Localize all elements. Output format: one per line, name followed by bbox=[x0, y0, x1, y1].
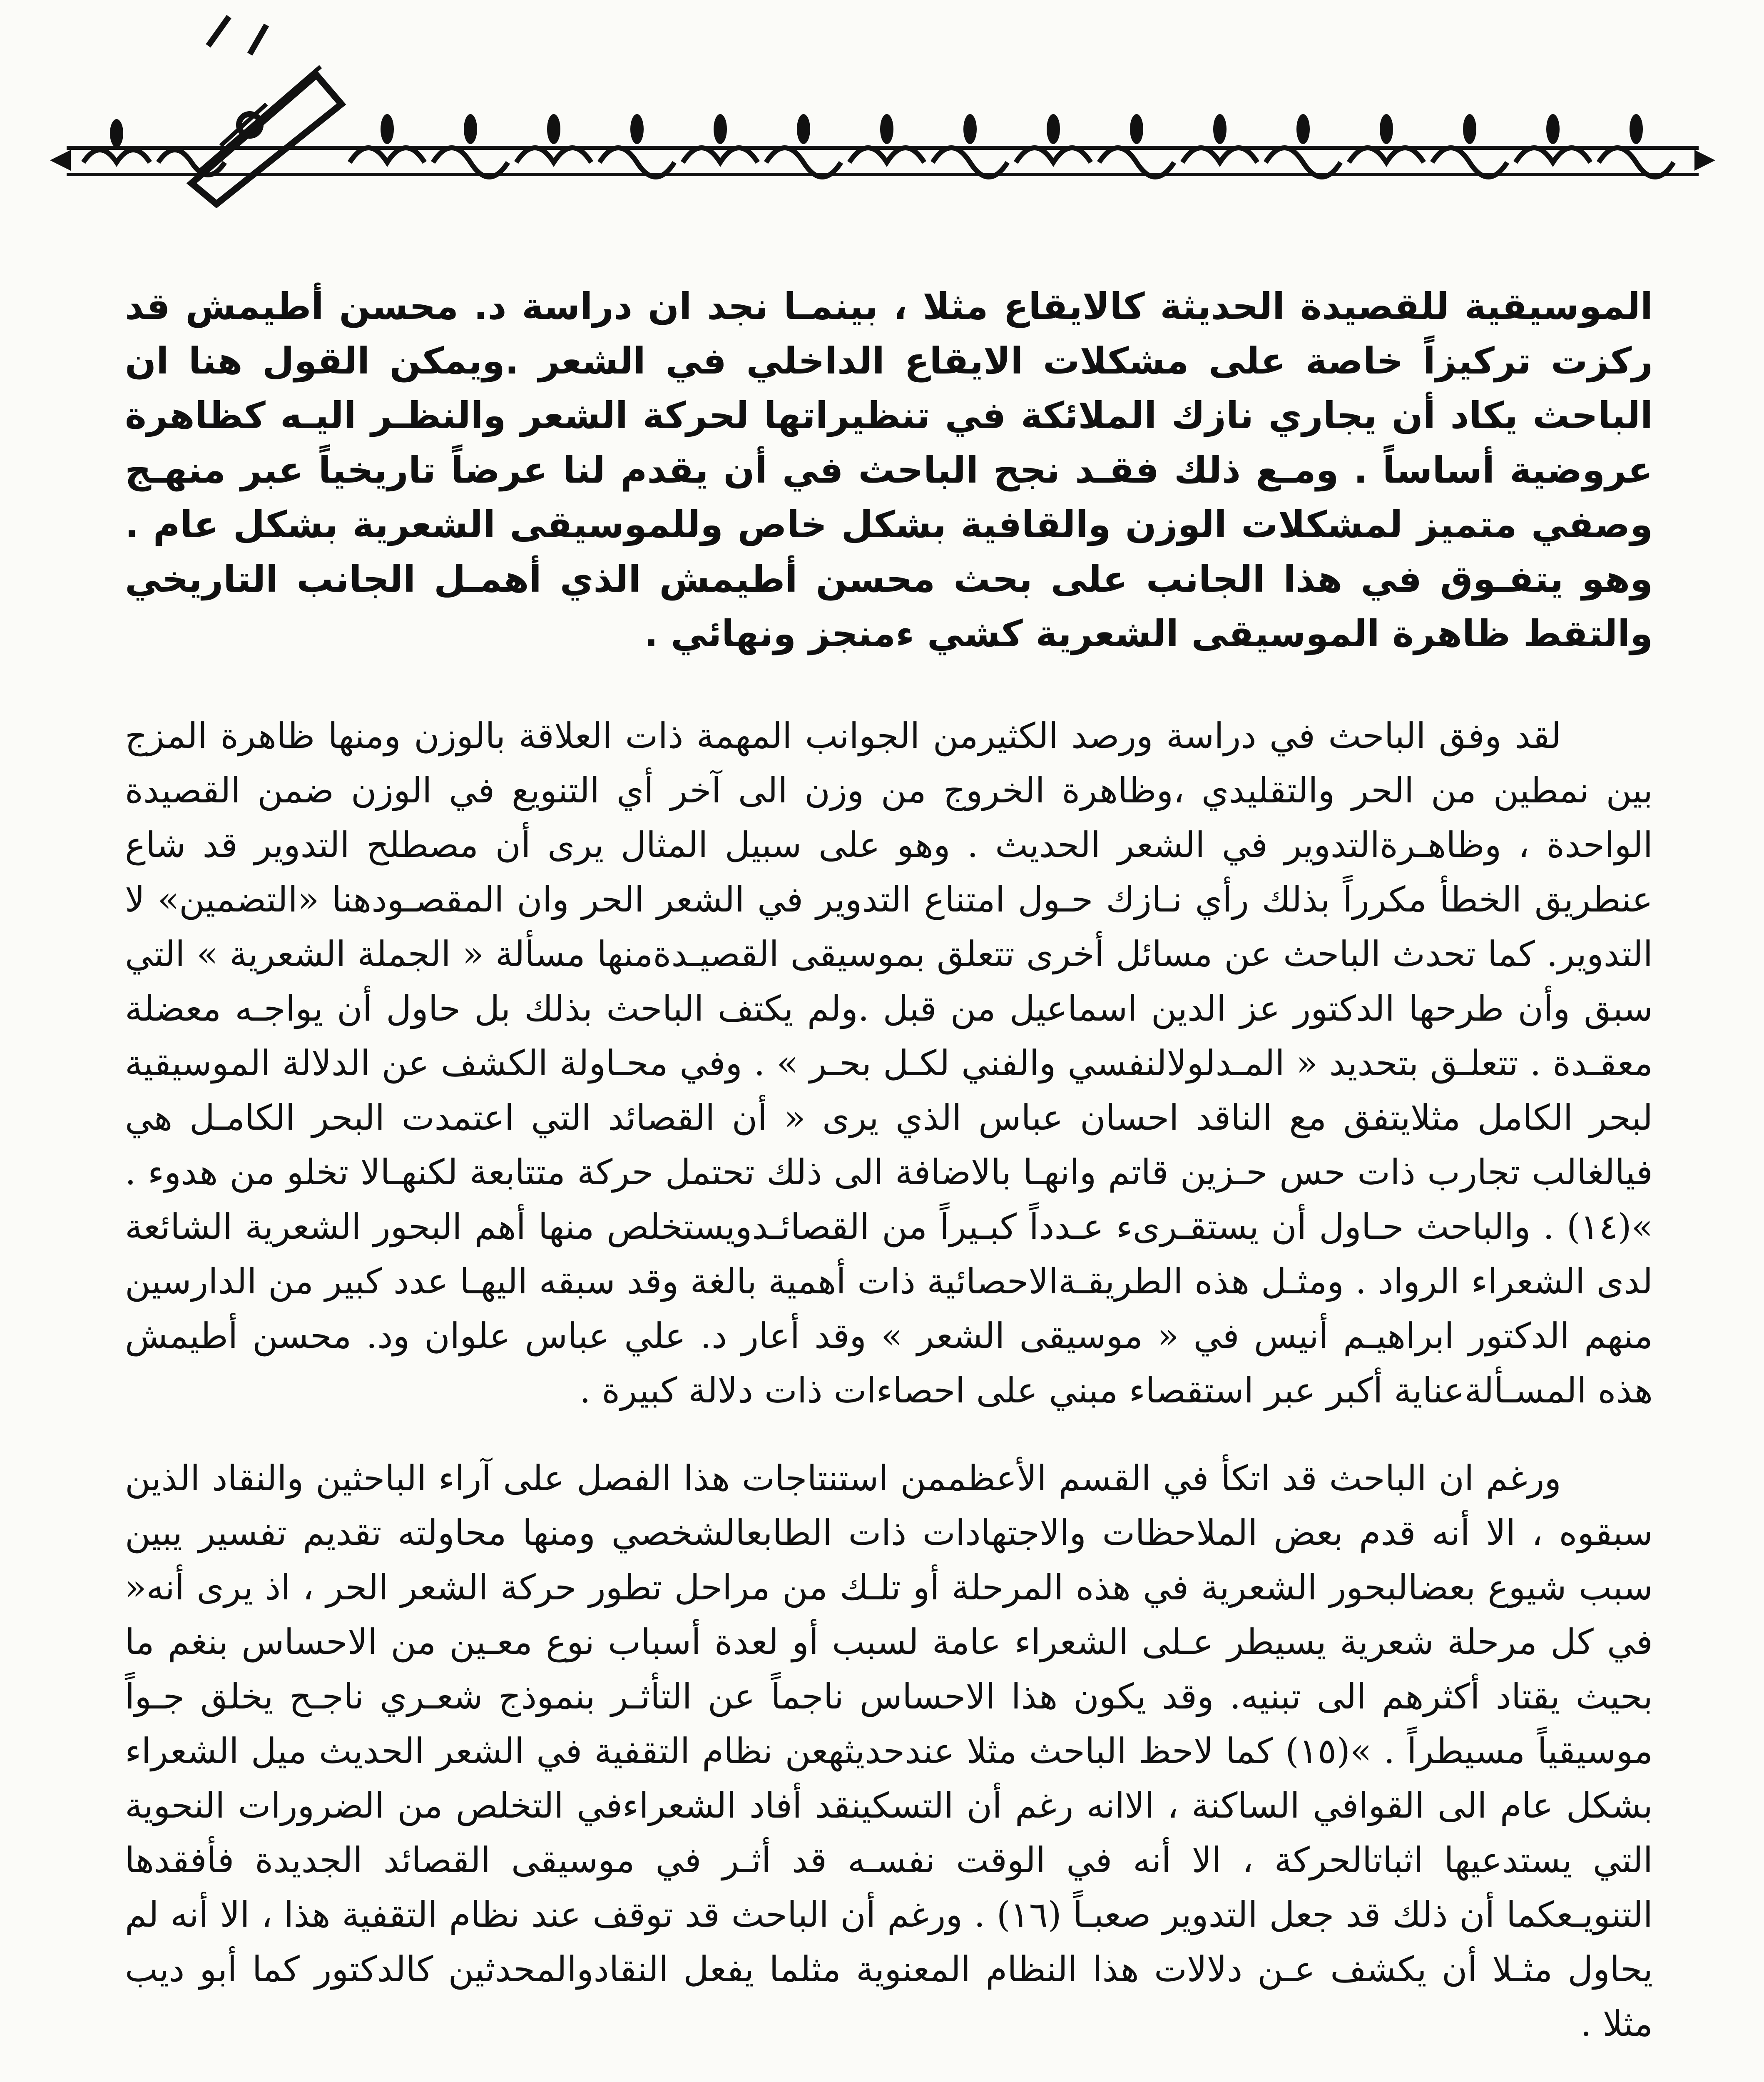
header-vine-row bbox=[83, 148, 1674, 177]
header-leaf-row bbox=[110, 114, 1643, 147]
decorative-header-border bbox=[33, 8, 1732, 208]
article-body bbox=[125, 279, 1653, 2051]
emblem-stem-right bbox=[250, 25, 266, 54]
emblem-stem-left bbox=[208, 17, 229, 46]
paragraph-1: الموسيقية للقصيدة الحديثة كالايقاع مثلا ، بينمـا نجد ان دراسة د. محسن أطيمش قد ركزت تركيزاً خاصة على مشكلات الايقاع الداخلي في الشعر .ويمكن القول هنا ان الباحث يكاد أن يجاري نازك الملائكة في تنظيراتها لحركة الشعر والنظـر اليـه كظاهرة عروضية أساساً . ومـع ذلك فقـد نجح الباحث في أن يقدم لنا عرضاً تاريخياً عبر منهـج وصفي متميز لمشكلات الوزن والقافية بشكل خاص وللموسيقى الشعرية بشكل عام . وهو يتفـوق في هذا الجانب على بحث محسن أطيمش الذي أهمـل الجانب التاريخي والتقط ظاهرة الموسيقى الشعرية كشي ءمنجز ونهائي . bbox=[125, 285, 1653, 655]
header-end-arrow-left bbox=[50, 150, 71, 171]
header-end-arrow-right bbox=[1694, 150, 1715, 171]
ornament-icon bbox=[33, 8, 1732, 208]
paragraph-2: لقد وفق الباحث في دراسة ورصد الكثيرمن الجوانب المهمة ذات العلاقة بالوزن ومنها ظاهرة المزج بين نمطين من الحر والتقليدي ،وظاهرة الخروج من وزن الى آخر أي التنويع في الوزن ضمن القصيدة الواحدة ، وظاهـرةالتدوير في الشعر الحديث . وهو على سبيل المثال يرى أن مصطلح التدوير قد شاع عنطريق الخطأ مكرراً بذلك رأي نـازك حـول امتناع التدوير في الشعر الحر وان المقصـودهنا «التضمين» لا التدوير. كما تحدث الباحث عن مسائل أخرى تتعلق بموسيقى القصيـدةمنها مسألة « الجملة الشعرية » التي سبق وأن طرحها الدكتور عز الدين اسماعيل من قبل .ولم يكتف الباحث بذلك بل حاول أن يواجـه معضلة معقـدة . تتعلـق بتحديد « المـدلولالنفسي والفني لكـل بحـر » . وفي محـاولة الكشف عن الدلالة الموسيقية لبحر الكامل مثلايتفق مع الناقد احسان عباس الذي يرى « أن القصائد التي اعتمدت البحر الكامـل هي فيالغالب تجارب ذات حس حـزين قاتم وانهـا بالاضافة الى ذلك تحتمل حركة متتابعة لكنهـالا تخلو من هدوء . »(١٤) . والباحث حـاول أن يستقـرىء عـدداً كبـيراً من القصائـدويستخلص منها أهم البحور الشعرية الشائعة لدى الشعراء الرواد . ومثـل هذه الطريقـةالاحصائية ذات أهمية بالغة وقد سبقه اليهـا عدد كبير من الدارسين منهم الدكتور ابراهيـم أنيس في « موسيقى الشعر » وقد أعار د. علي عباس علوان ود. محسن أطيمش هذه المسـألةعناية أكبر عبر استقصاء مبني على احصاءات ذات دلالة كبيرة . bbox=[125, 715, 1653, 1411]
paragraph-3: ورغم ان الباحث قد اتكأ في القسم الأعظممن استنتاجات هذا الفصل على آراء الباحثين والنقاد الذين سبقوه ، الا أنه قدم بعض الملاحظات والاجتهادات ذات الطابعالشخصي ومنها محاولته تقديم تفسير يبين سبب شيوع بعضالبحور الشعرية في هذه المرحلة أو تلـك من مراحل تطور حركة الشعر الحر ، اذ يرى أنه« في كل مرحلة شعرية يسيطر عـلى الشعراء عامة لسبب أو لعدة أسباب نوع معـين من الاحساس بنغم ما بحيث يقتاد أكثرهم الى تبنيه. وقد يكون هذا الاحساس ناجماً عن التأثـر بنموذج شعـري ناجـح يخلق جـواً موسيقياً مسيطراً . »(١٥) كما لاحظ الباحث مثلا عندحديثهعن نظام التقفية في الشعر الحديث ميل الشعراء بشكل عام الى القوافي الساكنة ، الاانه رغم أن التسكينقد أفاد الشعراءفي التخلص من الضرورات النحوية التي يستدعيها اثباتالحركة ، الا أنه في الوقت نفسـه قد أثـر في موسيقى القصائد الجديدة فأفقدها التنويـعكما أن ذلك قد جعل التدوير صعبـاً (١٦) . ورغم أن الباحث قد توقف عند نظام التقفية هذا ، الا أنه لم يحاول مثـلا أن يكشف عـن دلالات هذا النظام المعنوية مثلما يفعل النقادوالمحدثين كالدكتور كما أبو ديب مثلا . bbox=[125, 1458, 1653, 2044]
header-rule-bottom bbox=[67, 173, 1699, 176]
emblem-pen-body bbox=[192, 75, 341, 204]
